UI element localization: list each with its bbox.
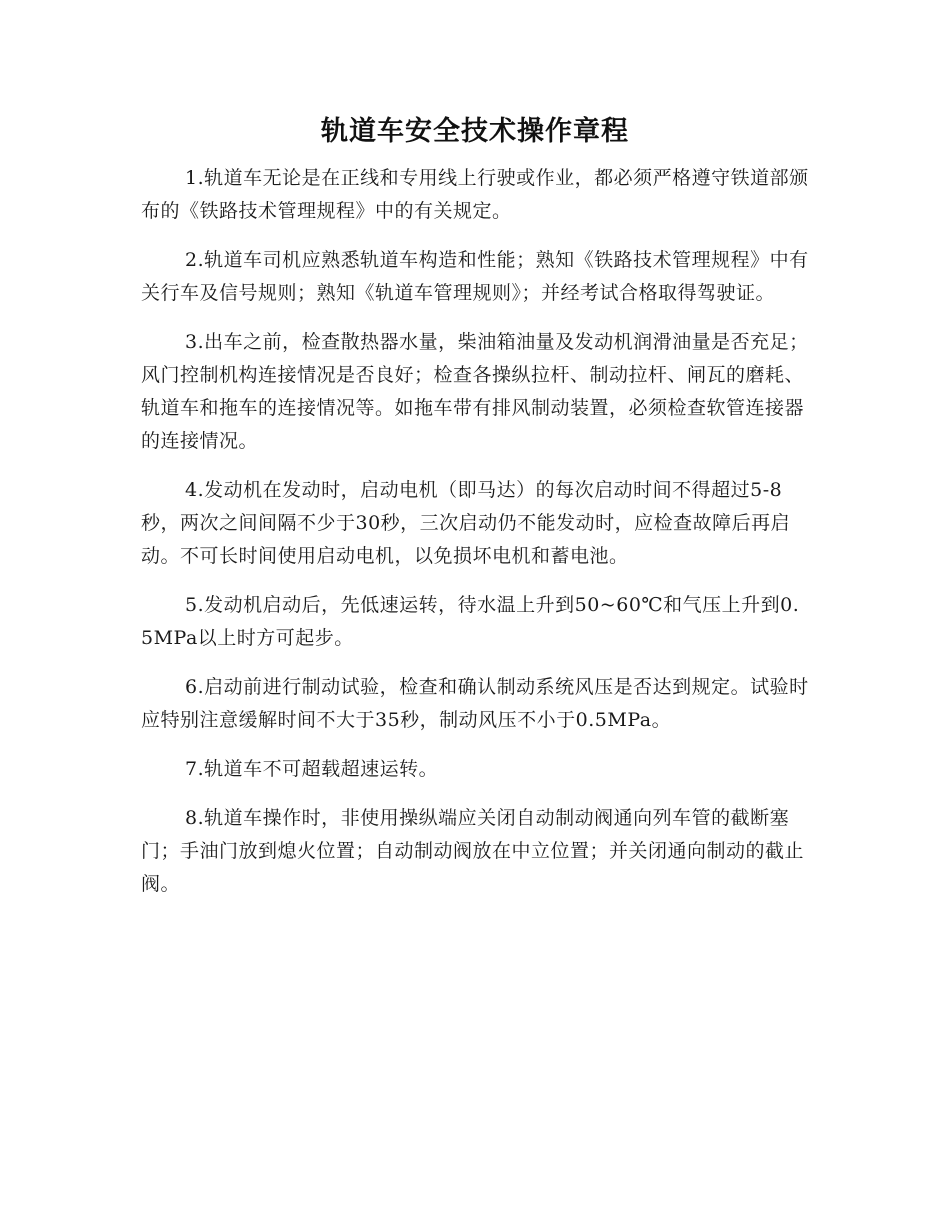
paragraph-1: 1.轨道车无论是在正线和专用线上行驶或作业，都必须严格遵守铁道部颁布的《铁路技术管理规程》中的有关规定。 [141,167,809,222]
paragraph-3: 3.出车之前，检查散热器水量，柴油箱油量及发动机润滑油量是否充足；风门控制机构连接情况是否良好；检查各操纵拉杆、制动拉杆、闸瓦的磨耗、轨道车和拖车的连接情况等。如拖车带有排风制动装置，必须检查软管连接器的连接情况。 [141,331,809,452]
paragraph-5: 5.发动机启动后，先低速运转，待水温上升到50~60℃和气压上升到0.5MPa以上时方可起步。 [141,594,800,649]
paragraph-7: 7.轨道车不可超载超速运转。 [185,758,439,780]
paragraph-2: 2.轨道车司机应熟悉轨道车构造和性能；熟知《铁路技术管理规程》中有关行车及信号规则；熟知《轨道车管理规则》；并经考试合格取得驾驶证。 [141,249,809,304]
document-title: 轨道车安全技术操作章程 [321,116,629,147]
paragraph-6: 6.启动前进行制动试验，检查和确认制动系统风压是否达到规定。试验时应特别注意缓解时间不大于35秒，制动风压不小于0.5MPa。 [141,676,809,731]
document-body [141,162,811,917]
paragraph-8: 8.轨道车操作时，非使用操纵端应关闭自动制动阀通向列车管的截断塞门；手油门放到熄火位置；自动制动阀放在中立位置；并关闭通向制动的截止阀。 [141,807,805,895]
paragraph-4: 4.发动机在发动时，启动电机（即马达）的每次启动时间不得超过5-8秒，两次之间间隔不少于30秒，三次启动仍不能发动时，应检查故障后再启动。不可长时间使用启动电机，以免损坏电机和蓄电池。 [141,479,791,567]
